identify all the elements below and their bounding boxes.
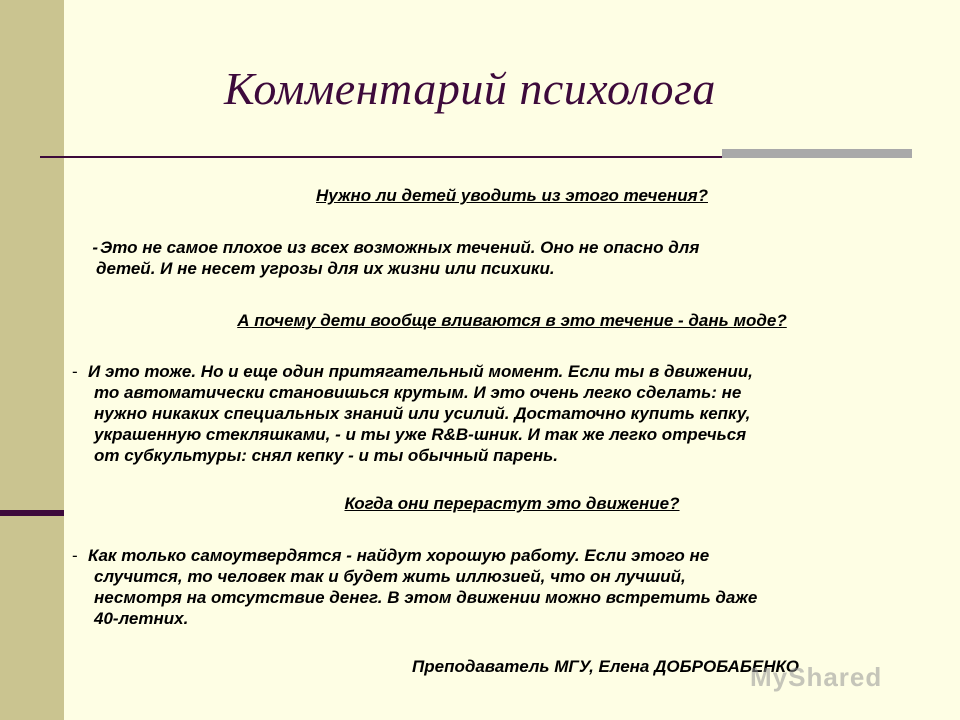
signature: Преподаватель МГУ, Елена ДОБРОБАБЕНКО <box>412 657 799 676</box>
answer-2 <box>72 361 954 466</box>
answer-2-dash: - <box>72 362 78 381</box>
answer-1-line-1: Это не самое плохое из всех возможных течений. Оно не опасно для <box>100 238 700 257</box>
answer-2-line-5: от субкультуры: снял кепку - и ты обычный парень. <box>94 446 558 465</box>
answer-3-line-2: случится, то человек так и будет жить иллюзией, что он лучший, <box>94 567 686 586</box>
answer-3-dash: - <box>72 546 78 565</box>
watermark: MyShared <box>750 662 883 692</box>
answer-3-line-1: Как только самоутвердятся - найдут хорошую работу. Если этого не <box>88 546 710 565</box>
answer-3 <box>72 545 954 629</box>
slide-title: Комментарий психолога <box>224 63 716 114</box>
answer-2-line-4: украшенную стекляшками, - и ты уже R&B-шник. И так же легко отречься <box>94 425 747 444</box>
question-3: Когда они перерастут это движение? <box>344 494 680 513</box>
answer-3-line-3: несмотря на отсутствие денег. В этом движении можно встретить даже <box>94 588 758 607</box>
answer-3-line-4: 40-летних. <box>94 609 189 628</box>
answer-1-dash: - <box>92 238 98 257</box>
divider-accent <box>722 149 912 158</box>
question-1: Нужно ли детей уводить из этого течения? <box>316 186 708 205</box>
left-band-notch <box>0 510 64 516</box>
question-2: А почему дети вообще вливаются в это течение - дань моде? <box>237 311 787 330</box>
answer-2-line-1: И это тоже. Но и еще один притягательный момент. Если ты в движении, <box>88 362 753 381</box>
answer-2-line-2: то автоматически становишься крутым. И это очень легко сделать: не <box>94 383 742 402</box>
answer-1 <box>76 237 938 279</box>
answer-2-line-3: нужно никаких специальных знаний или усилий. Достаточно купить кепку, <box>94 404 751 423</box>
answer-1-line-2: детей. И не несет угрозы для их жизни или психики. <box>96 259 555 278</box>
